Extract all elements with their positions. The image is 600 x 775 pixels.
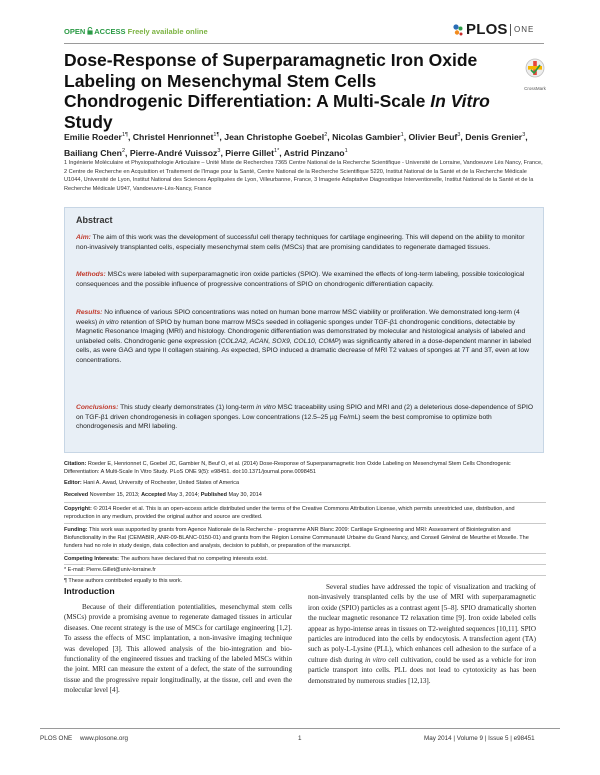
competing-label: Competing Interests:	[64, 556, 120, 562]
meta-divider	[64, 523, 546, 524]
results-text-b: retention of SPIO by human bone marrow MSCs seeded in collagenic sponges under TGF-β1 chondrogenic conditions, detectable by Magnetic Resonance Imaging (MRI) and histology. Chondrogenic differentiation was demonstrated by molecular and histological analysis of labeled and unlabeled cells. Chondrogenic gene expression (	[76, 318, 526, 345]
freely-available-label: Freely available online	[127, 27, 208, 36]
article-title	[64, 50, 494, 132]
author-name: Denis Grenier	[465, 131, 523, 142]
open-label: OPEN	[64, 27, 86, 36]
page-number: 1	[298, 735, 302, 742]
meta-divider	[64, 553, 546, 554]
footer-issue: May 2014 | Volume 9 | Issue 5 | e98451	[424, 735, 535, 742]
dates	[64, 491, 546, 499]
author-name: Pierre-André Vuissoz	[129, 147, 218, 158]
methods-label: Methods:	[76, 271, 106, 278]
crossmark-badge[interactable]	[520, 58, 550, 91]
meta-divider	[64, 502, 546, 503]
editor	[64, 479, 546, 487]
affiliations: 1 Ingénierie Moléculaire et Physiopathologie Articulaire – Unité Mixte de Recherches 7365 Centre National de la Recherche Scientifique - Université de Lorraine, Vandoeuvre Lès Nancy, France, 2 Centre de Recherche en Acquisition et Traitement de l'Image pour la Santé, Centre National de la Recherche Scientifique 5220, Institut National de la Santé et de la Recherche Médicale U1044, Université de Lyon, Institut National des Sciences Appliquées de Lyon, Villeurbanne, France, 3 Imagerie Adaptative Diagnostique Interventionelle, Institut National de la Santé et de la Recherche Médicale U947, Vandoeuvre-Lès-Nancy, France	[64, 160, 543, 192]
conclusions-text-a: This study clearly demonstrates (1) long-term	[118, 404, 257, 411]
plos-mark-icon	[452, 23, 464, 42]
contribution-note: ¶ These authors contributed equally to this work.	[64, 578, 183, 584]
aim-text: The aim of this work was the development of successful cell therapy techniques for cartilage engineering. This will depend on the ability to monitor non-invasively transplanted cells, especially mesenchymal stem cells (MSCs) that are promising candidates to regenerate damaged tissues.	[76, 234, 525, 251]
open-lock-icon	[87, 27, 93, 37]
citation-text: Roeder E, Henrionnet C, Goebel JC, Gambier N, Beuf O, et al. (2014) Dose-Response of Superparamagnetic Iron Oxide Labeling on Mesenchymal Stem Cells Chondrogenic Differentiation: A Multi-Scale In Vitro Study. PLoS ONE 9(5): e98451. doi:10.1371/journal.pone.0098451	[64, 461, 511, 476]
conclusions-label: Conclusions:	[76, 404, 119, 411]
funding	[64, 526, 546, 551]
author-affiliation-marker: 3	[217, 147, 221, 154]
journal-logo	[452, 21, 544, 39]
author-name: Nicolas Gambier	[332, 131, 401, 142]
abstract-aim	[76, 233, 534, 252]
logo-divider	[510, 24, 511, 36]
funding-label: Funding:	[64, 527, 88, 533]
abstract-results	[76, 308, 534, 366]
citation-label: Citation:	[64, 461, 87, 467]
abstract-methods	[76, 270, 534, 289]
journal-mark: PLOS	[466, 21, 508, 38]
journal-sub: ONE	[514, 25, 535, 34]
conclusions-text-b: MSC traceability using SPIO and MRI and (2) a deleterious dose-dependence of SPIO on TGF-β1 driven chondrogenesis in collagen sponges. Low concentrations (12.5–25 µg Fe/mL) seem the best compromise to optimize both chondrogenesis and MRI labeling.	[76, 404, 534, 431]
copyright-label: Copyright:	[64, 506, 92, 512]
author-name: Jean Christophe Goebel	[224, 131, 325, 142]
copyright-text: © 2014 Roeder et al. This is an open-access article distributed under the terms of the Creative Commons Attribution License, which permits unrestricted use, distribution, and reproduction in any medium, provided the original author and source are credited.	[64, 506, 515, 521]
author-affiliation-marker: 1¶	[121, 132, 128, 138]
author-list: Emilie Roeder$^{1\P}$, Christel Henrionnet$^{1\P}$, Jean Christophe Goebel$^2$, Nicolas Gambier$^1$, Olivier Beuf$^3$, Denis Grenier$^3$, Bailiang Chen$^2$, Pierre-André Vuissoz$^3$, Pierre Gillet$^{1*}$, Astrid Pinzano$^1$	[64, 131, 528, 158]
methods-text: MSCs were labeled with superparamagnetic iron oxide particles (SPIO). We examined the effects of long-term labeling, possible toxicological consequences and the possible influence of progressive concentrations of SPIO on chondrogenic differentiation capacity.	[76, 271, 525, 288]
header-rule	[64, 43, 544, 44]
author-affiliation-marker: 1	[344, 147, 348, 154]
meta-divider	[64, 575, 546, 576]
author-name: Astrid Pinzano	[283, 147, 345, 158]
accepted-label: Accepted	[141, 492, 166, 498]
results-text-a: No influence of various SPIO concentrations was noted on human bone marrow MSC viability or proliferation. We demonstrated long-term (4 weeks)	[76, 309, 520, 326]
footer-journal: PLOS ONE	[40, 735, 73, 742]
author-affiliation-marker: 3	[457, 132, 461, 138]
funding-text: This work was supported by grants from Agence Nationale de la Recherche - programme ANR Blanc 2009: Cartilage Engineering and MRI: Assessment of Biointegration and Biofunctionality in the Rat (CEMABIR, ANR-09-BLANC-0150-01) and grants from the Région Lorraine Communauté Urbaine du Grand Nancy, and Conseil Général de Meurthe et Moselle. The funders had no role in study design, data collection and analysis, decision to publish, or preparation of the manuscript.	[64, 527, 529, 550]
conclusions-italic: in vitro	[256, 404, 276, 411]
footer-url[interactable]: www.plosone.org	[80, 735, 128, 742]
body-column-left: Because of their differentiation potentialities, mesenchymal stem cells (MSCs) provide a promising avenue to regenerate damaged tissues in articular diseases. One recent strategy is the use of MSCs for cartilage engineering [1,2]. To assess the effects of MSC implantation, a non-invasive imaging technique was developed [3]. This allowed analysis of the bio-integration and bio-functionality of the engineered tissues and tracking of the labeled MSCs within the joint. MRI can measure the extent of a defect, the state of the surrounding tissue and the progressive repair longitudinally, at the tissue, cell and even the molecular level [4].	[64, 603, 292, 695]
author-name: Bailiang Chen	[64, 147, 122, 158]
results-text-c: ) was significantly altered in a dose-dependent manner in labeled cells, as were GAG and type II collagen staining. As expected, SPIO induced a dramatic decrease of MRI T2 values of sponges at 7T and 3T, even at low concentrations.	[76, 337, 532, 364]
crossmark-label: CrossMark	[524, 86, 546, 91]
open-access-banner	[64, 27, 208, 37]
author-affiliation-marker: 1*	[274, 147, 280, 154]
author-affiliation-marker: 1¶	[213, 132, 220, 138]
footer-rule	[40, 728, 560, 729]
email[interactable]: * E-mail: Pierre.Gillet@univ-lorraine.fr	[64, 567, 156, 573]
author-name: Pierre Gillet	[225, 147, 275, 158]
title-end: Study	[64, 111, 113, 132]
received-label: Received	[64, 492, 89, 498]
author-name: Christel Henrionnet	[132, 131, 214, 142]
competing-text: The authors have declared that no competing interests exist.	[119, 556, 268, 562]
editor-label: Editor:	[64, 480, 82, 486]
abstract-heading: Abstract	[76, 215, 113, 225]
title-text: Dose-Response of Superparamagnetic Iron Oxide Labeling on Mesenchymal Stem Cells Chondrogenic Differentiation: A Multi-Scale	[64, 50, 478, 111]
published-date: May 30, 2014	[226, 492, 262, 498]
results-label: Results:	[76, 309, 103, 316]
editor-text: Hani A. Awad, University of Rochester, United States of America	[81, 480, 240, 486]
author-name: Emilie Roeder	[64, 131, 122, 142]
col2-text-b: cell cultivation, could be used as a vehicle for iron particle transport into cells. PLL does not lead to cytotoxicity as has been demonstrated by numerous studies [12,13].	[308, 655, 536, 685]
author-affiliation-marker: 2	[121, 147, 125, 154]
author-name: Olivier Beuf	[408, 131, 458, 142]
author-affiliation-marker: 3	[522, 132, 526, 138]
abstract-conclusions	[76, 403, 534, 432]
copyright	[64, 505, 546, 521]
received-date: November 15, 2013;	[88, 492, 142, 498]
accepted-date: May 3, 2014;	[165, 492, 201, 498]
title-italic: In Vitro	[430, 91, 490, 111]
crossmark-icon	[525, 67, 545, 84]
published-label: Published	[200, 492, 227, 498]
results-genes: COL2A2, ACAN, SOX9, COL10, COMP	[220, 337, 339, 345]
access-label: ACCESS	[94, 27, 126, 36]
results-italic-a: in vitro	[99, 318, 119, 326]
section-heading-introduction: Introduction	[64, 586, 115, 596]
aim-label: Aim:	[76, 234, 91, 241]
body-column-right	[308, 582, 536, 686]
author-affiliation-marker: 1	[400, 132, 404, 138]
col2-text-a: Several studies have addressed the topic of visualization and tracking of non-invasively transplanted cells by the use of MRI with superparamagnetic iron oxide (SPIO) particles as a contrast agent [5–8]. SPIO dramatically shorten the nuclear magnetic resonance T2 relaxation time [9]. Iron oxide labeled cells appear as hypo-intense areas in tissues on T2-weighted sequences [10,11]. SPIO particles are introduced into the cells by endocytosis. A transfection agent (TA) such as poly-L-Lysine (PLL), which enhances cell adhesion to the surface of a culture dish during	[308, 583, 536, 664]
meta-divider	[64, 564, 546, 565]
citation	[64, 460, 546, 476]
col2-italic: in vitro	[364, 655, 386, 664]
author-affiliation-marker: 2	[324, 132, 328, 138]
competing-interests	[64, 555, 546, 563]
